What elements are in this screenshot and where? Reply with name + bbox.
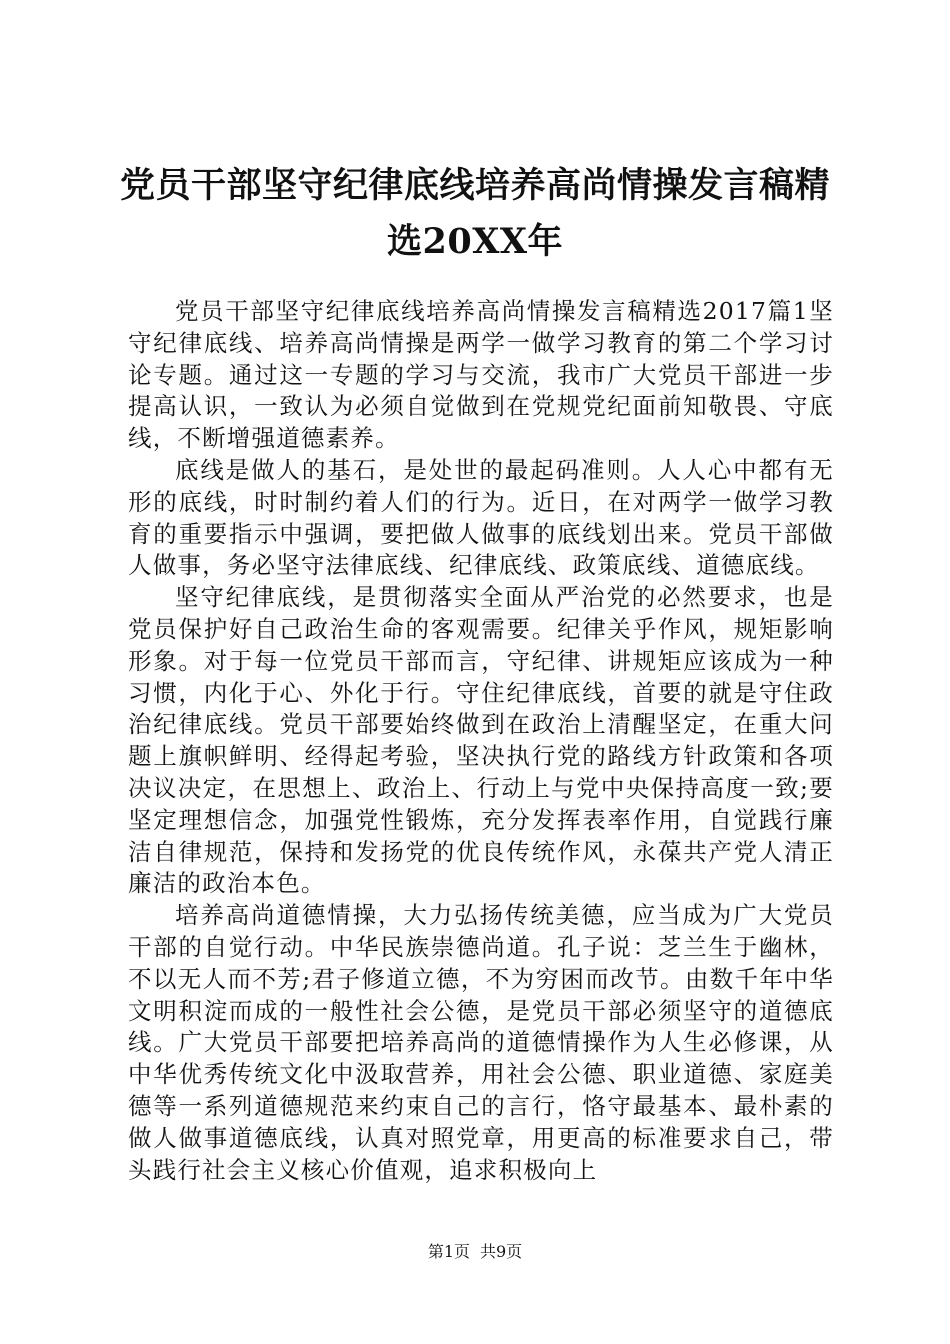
paragraph: 党员干部坚守纪律底线培养高尚情操发言稿精选2017篇1坚守纪律底线、培养高尚情操是两学一做学习教育的第二个学习讨论专题。通过这一专题的学习与交流，我市广大党员干部进一步提高认识，一致认为必须自觉做到在党规党纪面前知敬畏、守底线，不断增强道德素养。 [128,297,834,453]
paragraph: 培养高尚道德情操，大力弘扬传统美德，应当成为广大党员干部的自觉行动。中华民族崇德尚道。孔子说：芝兰生于幽林，不以无人而不芳;君子修道立德，不为穷困而改节。由数千年中华文明积淀而成的一般性社会公德，是党员干部必须坚守的道德底线。广大党员干部要把培养高尚的道德情操作为人生必修课，从中华优秀传统文化中汲取营养，用社会公德、职业道德、家庭美德等一系列道德规范来约束自己的言行，恪守最基本、最朴素的做人做事道德底线，认真对照党章，用更高的标准要求自己，带头践行社会主义核心价值观，追求积极向上 [128,901,834,1184]
document-title: 党员干部坚守纪律底线培养高尚情操发言稿精选20XX年 [119,165,830,262]
document-body [128,296,834,1186]
paragraph: 底线是做人的基石，是处世的最起码准则。人人心中都有无形的底线，时时制约着人们的行为。近日，在对两学一做学习教育的重要指示中强调，要把做人做事的底线划出来。党员干部做人做事，务必坚守法律底线、纪律底线、政策底线、道德底线。 [128,455,834,580]
page-footer [0,1242,950,1262]
page-total: 共9页 [480,1242,523,1261]
page-number: 第1页 [427,1242,470,1261]
paragraph: 坚守纪律底线，是贯彻落实全面从严治党的必然要求，也是党员保护好自己政治生命的客观需要。纪律关乎作风，规矩影响形象。对于每一位党员干部而言，守纪律、讲规矩应该成为一种习惯，内化于心、外化于行。守住纪律底线，首要的就是守住政治纪律底线。党员干部要始终做到在政治上清醒坚定，在重大问题上旗帜鲜明、经得起考验，坚决执行党的路线方针政策和各项决议决定，在思想上、政治上、行动上与党中央保持高度一致;要坚定理想信念，加强党性锻炼，充分发挥表率作用，自觉践行廉洁自律规范，保持和发扬党的优良传统作风，永葆共产党人清正廉洁的政治本色。 [128,583,834,898]
